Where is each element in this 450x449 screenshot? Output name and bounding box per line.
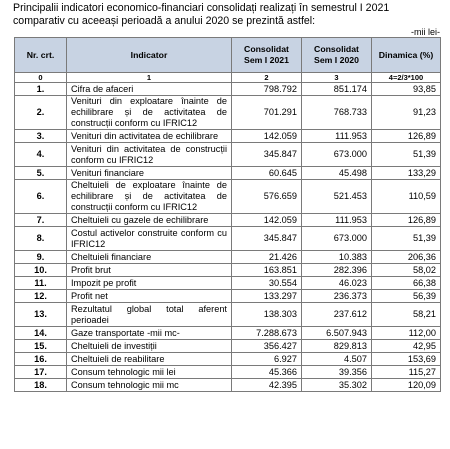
value-2020-cell: 282.396 [302, 264, 372, 277]
index-cell: 1 [67, 73, 232, 83]
value-2020-cell: 673.000 [302, 227, 372, 251]
value-2020-cell: 111.953 [302, 214, 372, 227]
financial-indicators-table [14, 37, 441, 392]
header-dinamica: Dinamica (%) [372, 38, 441, 73]
indicator-cell: Cheltuieli financiare [67, 251, 232, 264]
dinamica-cell: 126,89 [372, 214, 441, 227]
value-2020-cell: 45.498 [302, 167, 372, 180]
value-2020-cell: 6.507.943 [302, 327, 372, 340]
table-row [15, 180, 441, 214]
value-2021-cell: 42.395 [232, 379, 302, 392]
indicator-cell: Venituri din activitatea de construcții conform cu IFRIC12 [67, 143, 232, 167]
dinamica-cell: 115,27 [372, 366, 441, 379]
header-consolidat-2021: Consolidat Sem I 2021 [232, 38, 302, 73]
row-number-cell: 6. [15, 180, 67, 214]
value-2021-cell: 798.792 [232, 83, 302, 96]
dinamica-cell: 110,59 [372, 180, 441, 214]
dinamica-cell: 153,69 [372, 353, 441, 366]
indicator-cell: Cheltuieli cu gazele de echilibrare [67, 214, 232, 227]
column-index-row [15, 73, 441, 83]
table-row [15, 303, 441, 327]
row-number-cell: 1. [15, 83, 67, 96]
dinamica-cell: 58,21 [372, 303, 441, 327]
indicator-cell: Consum tehnologic mii lei [67, 366, 232, 379]
value-2021-cell: 7.288.673 [232, 327, 302, 340]
table-row [15, 251, 441, 264]
value-2021-cell: 6.927 [232, 353, 302, 366]
indicator-cell: Venituri financiare [67, 167, 232, 180]
row-number-cell: 8. [15, 227, 67, 251]
value-2020-cell: 829.813 [302, 340, 372, 353]
table-row [15, 366, 441, 379]
header-indicator: Indicator [67, 38, 232, 73]
value-2020-cell: 521.453 [302, 180, 372, 214]
row-number-cell: 4. [15, 143, 67, 167]
dinamica-cell: 126,89 [372, 130, 441, 143]
indicator-cell: Profit brut [67, 264, 232, 277]
value-2020-cell: 237.612 [302, 303, 372, 327]
row-number-cell: 9. [15, 251, 67, 264]
dinamica-cell: 51,39 [372, 143, 441, 167]
table-row [15, 353, 441, 366]
dinamica-cell: 51,39 [372, 227, 441, 251]
value-2020-cell: 111.953 [302, 130, 372, 143]
value-2021-cell: 138.303 [232, 303, 302, 327]
dinamica-cell: 206,36 [372, 251, 441, 264]
table-row [15, 290, 441, 303]
value-2021-cell: 60.645 [232, 167, 302, 180]
table-row [15, 327, 441, 340]
dinamica-cell: 93,85 [372, 83, 441, 96]
row-number-cell: 14. [15, 327, 67, 340]
indicator-cell: Impozit pe profit [67, 277, 232, 290]
index-cell: 0 [15, 73, 67, 83]
dinamica-cell: 42,95 [372, 340, 441, 353]
value-2020-cell: 768.733 [302, 96, 372, 130]
indicator-cell: Cheltuieli de exploatare înainte de echilibrare și de activitatea de construcții conform cu IFRIC12 [67, 180, 232, 214]
indicator-cell: Gaze transportate -mii mc- [67, 327, 232, 340]
row-number-cell: 5. [15, 167, 67, 180]
table-row [15, 379, 441, 392]
table-row [15, 167, 441, 180]
dinamica-cell: 112,00 [372, 327, 441, 340]
table-header-row [15, 38, 441, 73]
table-row [15, 214, 441, 227]
value-2020-cell: 46.023 [302, 277, 372, 290]
value-2021-cell: 142.059 [232, 214, 302, 227]
row-number-cell: 17. [15, 366, 67, 379]
table-row [15, 264, 441, 277]
dinamica-cell: 120,09 [372, 379, 441, 392]
header-consolidat-2020: Consolidat Sem I 2020 [302, 38, 372, 73]
dinamica-cell: 58,02 [372, 264, 441, 277]
indicator-cell: Cheltuieli de reabilitare [67, 353, 232, 366]
value-2021-cell: 701.291 [232, 96, 302, 130]
row-number-cell: 11. [15, 277, 67, 290]
row-number-cell: 7. [15, 214, 67, 227]
dinamica-cell: 133,29 [372, 167, 441, 180]
value-2020-cell: 4.507 [302, 353, 372, 366]
value-2020-cell: 236.373 [302, 290, 372, 303]
indicator-cell: Cheltuieli de investiții [67, 340, 232, 353]
indicator-cell: Rezultatul global total aferent perioadei [67, 303, 232, 327]
value-2020-cell: 673.000 [302, 143, 372, 167]
value-2021-cell: 133.297 [232, 290, 302, 303]
dinamica-cell: 56,39 [372, 290, 441, 303]
row-number-cell: 10. [15, 264, 67, 277]
value-2021-cell: 576.659 [232, 180, 302, 214]
indicator-cell: Cifra de afaceri [67, 83, 232, 96]
table-row [15, 130, 441, 143]
value-2020-cell: 39.356 [302, 366, 372, 379]
table-row [15, 143, 441, 167]
table-row [15, 277, 441, 290]
index-cell: 3 [302, 73, 372, 83]
value-2021-cell: 345.847 [232, 143, 302, 167]
table-row [15, 227, 441, 251]
value-2021-cell: 30.554 [232, 277, 302, 290]
value-2021-cell: 45.366 [232, 366, 302, 379]
value-2020-cell: 851.174 [302, 83, 372, 96]
intro-paragraph: Principalii indicatori economico-financiari consolidați realizați în semestrul I 2021 comparativ cu aceeași perioadă a anului 2020 se prezintă astfel: [13, 2, 390, 27]
indicator-cell: Venituri din exploatare înainte de echilibrare și de activitatea de construcții conform cu IFRIC12 [67, 96, 232, 130]
row-number-cell: 18. [15, 379, 67, 392]
table-row [15, 96, 441, 130]
indicator-cell: Profit net [67, 290, 232, 303]
row-number-cell: 16. [15, 353, 67, 366]
indicator-cell: Venituri din activitatea de echilibrare [67, 130, 232, 143]
value-2021-cell: 163.851 [232, 264, 302, 277]
indicator-cell: Costul activelor construite conform cu IFRIC12 [67, 227, 232, 251]
header-nr-crt: Nr. crt. [15, 38, 67, 73]
value-2021-cell: 21.426 [232, 251, 302, 264]
row-number-cell: 2. [15, 96, 67, 130]
index-cell: 2 [232, 73, 302, 83]
table-row [15, 340, 441, 353]
value-2021-cell: 356.427 [232, 340, 302, 353]
unit-label: -mii lei- [411, 27, 440, 37]
row-number-cell: 3. [15, 130, 67, 143]
row-number-cell: 13. [15, 303, 67, 327]
value-2020-cell: 35.302 [302, 379, 372, 392]
value-2020-cell: 10.383 [302, 251, 372, 264]
table-row [15, 83, 441, 96]
dinamica-cell: 91,23 [372, 96, 441, 130]
indicator-cell: Consum tehnologic mii mc [67, 379, 232, 392]
dinamica-cell: 66,38 [372, 277, 441, 290]
value-2021-cell: 345.847 [232, 227, 302, 251]
value-2021-cell: 142.059 [232, 130, 302, 143]
index-cell: 4=2/3*100 [372, 73, 441, 83]
row-number-cell: 15. [15, 340, 67, 353]
row-number-cell: 12. [15, 290, 67, 303]
